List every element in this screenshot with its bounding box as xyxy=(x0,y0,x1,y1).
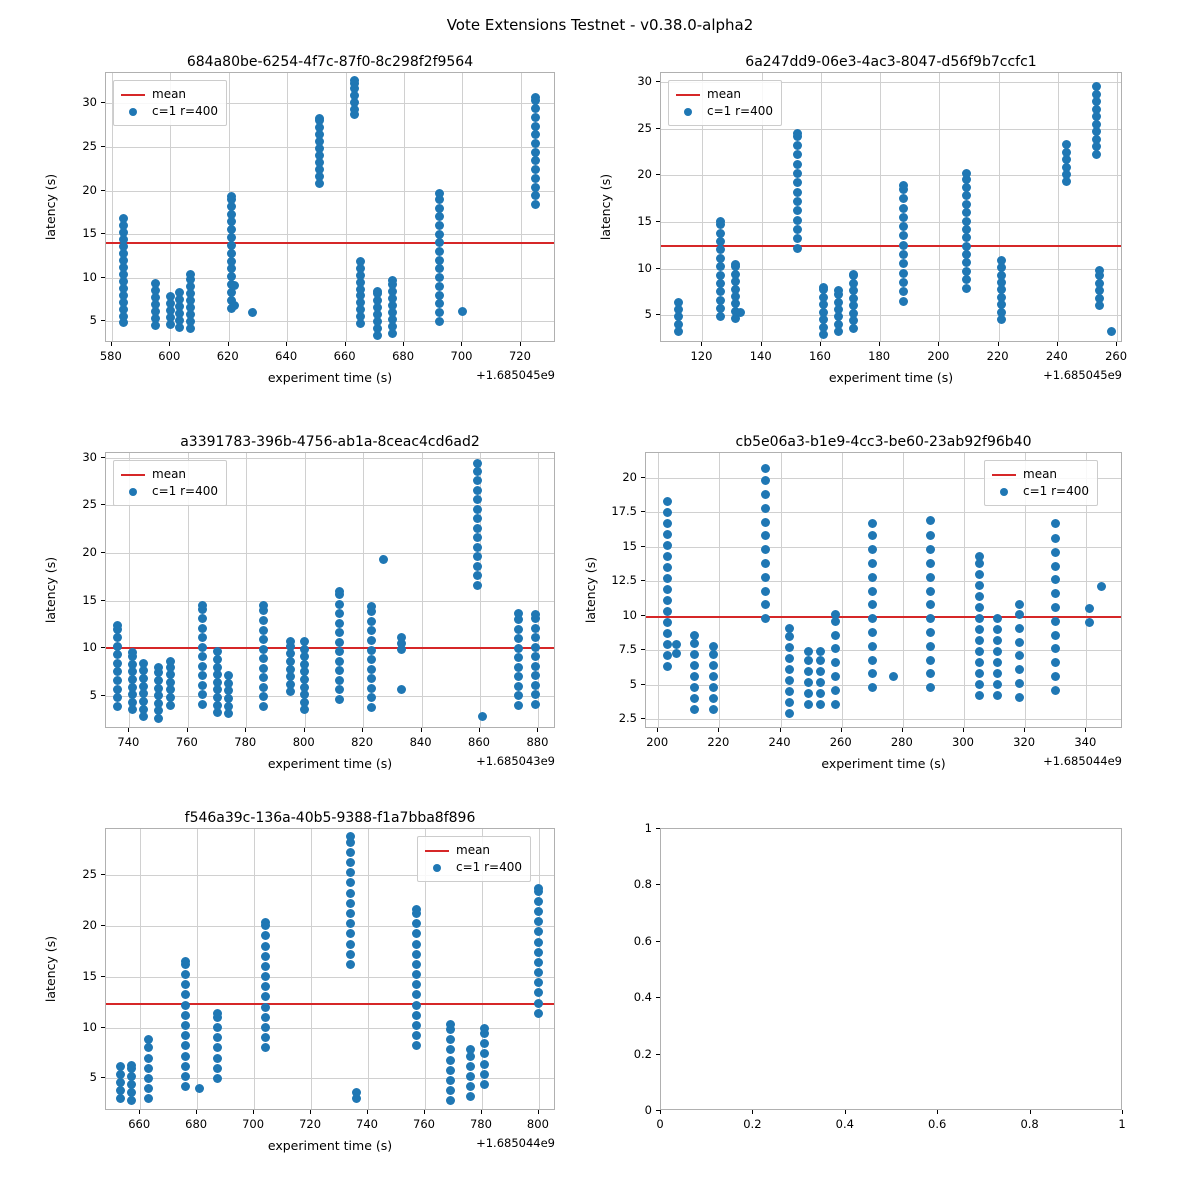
x-tick-label: 740 xyxy=(117,735,140,749)
x-tick-label: 220 xyxy=(707,735,730,749)
y-tick-label: 15 xyxy=(82,968,97,983)
y-tick-label: 30 xyxy=(82,95,97,110)
x-tick-mark xyxy=(937,1110,938,1114)
legend-label-scatter: c=1 r=400 xyxy=(152,484,218,498)
x-tick-label: 800 xyxy=(526,1117,549,1131)
x-tick-mark xyxy=(752,1110,753,1114)
y-tick-label: 5 xyxy=(644,307,652,322)
legend-label-mean: mean xyxy=(152,467,187,481)
y-tick-label: 20 xyxy=(622,469,637,484)
x-tick-label: 680 xyxy=(392,349,415,363)
y-axis-label: latency (s) xyxy=(598,173,613,241)
x-axis-label: experiment time (s) xyxy=(821,756,946,771)
y-tick-label: 17.5 xyxy=(611,504,637,519)
y-tick-label: 12.5 xyxy=(611,573,637,588)
subplot-title: a3391783-396b-4756-ab1a-8ceac4cd6ad2 xyxy=(180,434,480,450)
x-axis-label: experiment time (s) xyxy=(267,756,393,771)
x-tick-label: 660 xyxy=(128,1117,151,1131)
x-tick-label: 600 xyxy=(158,349,181,363)
x-tick-label: 640 xyxy=(275,349,298,363)
y-tick-mark xyxy=(656,1110,660,1111)
y-tick-label: 25 xyxy=(82,139,97,154)
x-tick-label: 300 xyxy=(952,735,974,749)
legend-label-mean: mean xyxy=(456,843,491,857)
x-tick-label: 780 xyxy=(234,735,257,749)
legend-label-mean: mean xyxy=(1023,467,1058,481)
x-tick-label: 700 xyxy=(450,349,473,363)
x-tick-label: 0 xyxy=(656,1117,664,1131)
x-tick-mark xyxy=(845,1110,846,1114)
x-tick-label: 780 xyxy=(469,1117,492,1131)
y-tick-mark xyxy=(656,884,660,885)
x-axis-label: experiment time (s) xyxy=(828,370,954,385)
y-tick-mark xyxy=(656,1054,660,1055)
legend-label-scatter: c=1 r=400 xyxy=(152,104,218,118)
x-tick-mark xyxy=(660,1110,661,1114)
x-tick-label: 720 xyxy=(299,1117,322,1131)
y-tick-mark xyxy=(656,997,660,998)
x-axis-offset-label: +1.685044e9 xyxy=(476,1136,555,1150)
y-tick-label: 25 xyxy=(82,497,97,512)
x-tick-label: 660 xyxy=(333,349,356,363)
x-tick-mark xyxy=(1030,1110,1031,1114)
legend-label-mean: mean xyxy=(152,87,187,101)
x-tick-label: 740 xyxy=(356,1117,378,1131)
y-tick-label: 30 xyxy=(637,74,652,89)
y-tick-mark xyxy=(656,941,660,942)
x-tick-label: 320 xyxy=(1013,735,1036,749)
x-tick-label: 140 xyxy=(749,349,772,363)
y-tick-label: 25 xyxy=(637,120,652,135)
x-tick-label: 0.6 xyxy=(928,1117,947,1131)
legend-label-scatter: c=1 r=400 xyxy=(456,860,522,874)
plot-area xyxy=(660,828,1122,1110)
y-axis-label: latency (s) xyxy=(583,556,598,624)
x-tick-label: 340 xyxy=(1074,735,1097,749)
x-tick-label: 0.4 xyxy=(835,1117,854,1131)
y-tick-label: 5 xyxy=(89,1070,97,1085)
x-tick-label: 880 xyxy=(526,735,549,749)
y-tick-label: 20 xyxy=(82,544,97,559)
x-axis-label: experiment time (s) xyxy=(267,1138,393,1153)
x-tick-mark xyxy=(1122,1110,1123,1114)
y-tick-label: 25 xyxy=(82,866,97,881)
y-tick-label: 0.8 xyxy=(633,877,652,892)
y-tick-label: 0 xyxy=(644,1103,652,1117)
y-tick-label: 20 xyxy=(82,917,97,932)
legend-label-scatter: c=1 r=400 xyxy=(707,104,773,118)
y-tick-label: 1 xyxy=(644,821,652,835)
x-tick-label: 700 xyxy=(242,1117,265,1131)
legend-label-mean: mean xyxy=(707,87,742,101)
subplot-title: 6a247dd9-06e3-4ac3-8047-d56f9b7ccfc1 xyxy=(745,54,1037,70)
x-tick-label: 200 xyxy=(927,349,950,363)
y-tick-label: 10 xyxy=(637,260,652,275)
x-axis-offset-label: +1.685045e9 xyxy=(476,368,555,382)
x-tick-label: 240 xyxy=(768,735,791,749)
figure-suptitle: Vote Extensions Testnet - v0.38.0-alpha2 xyxy=(446,16,754,34)
x-axis-offset-label: +1.685044e9 xyxy=(1043,754,1122,768)
legend-label-scatter: c=1 r=400 xyxy=(1023,484,1089,498)
y-tick-label: 5 xyxy=(89,313,97,328)
x-tick-label: 120 xyxy=(690,349,713,363)
x-tick-label: 280 xyxy=(890,735,913,749)
y-tick-mark xyxy=(656,828,660,829)
x-tick-label: 620 xyxy=(216,349,239,363)
y-axis-label: latency (s) xyxy=(43,556,58,624)
x-tick-label: 220 xyxy=(986,349,1009,363)
y-tick-label: 10 xyxy=(82,1019,97,1034)
y-tick-label: 10 xyxy=(82,269,97,284)
y-tick-label: 5 xyxy=(629,676,637,691)
x-tick-label: 720 xyxy=(508,349,531,363)
x-tick-label: 180 xyxy=(868,349,891,363)
x-tick-label: 0.2 xyxy=(743,1117,762,1131)
y-axis-label: latency (s) xyxy=(43,935,58,1003)
x-tick-label: 860 xyxy=(468,735,490,749)
y-tick-label: 0.2 xyxy=(633,1046,652,1061)
subplot-title: cb5e06a3-b1e9-4cc3-be60-23ab92f96b40 xyxy=(735,434,1032,450)
y-tick-label: 5 xyxy=(89,687,97,702)
y-tick-label: 20 xyxy=(82,182,97,197)
x-axis-offset-label: +1.685045e9 xyxy=(1043,368,1122,382)
x-tick-label: 0.8 xyxy=(1020,1117,1039,1131)
x-tick-label: 240 xyxy=(1045,349,1068,363)
y-tick-label: 10 xyxy=(622,607,637,622)
x-tick-label: 840 xyxy=(409,735,432,749)
x-tick-label: 1 xyxy=(1118,1117,1126,1131)
y-tick-label: 20 xyxy=(637,167,652,182)
y-axis-label: latency (s) xyxy=(43,173,58,241)
x-axis-label: experiment time (s) xyxy=(267,370,393,385)
subplot-title: 684a80be-6254-4f7c-87f0-8c298f2f9564 xyxy=(186,54,474,70)
y-tick-label: 2.5 xyxy=(618,711,637,726)
y-tick-label: 30 xyxy=(82,449,97,464)
y-tick-label: 15 xyxy=(637,213,652,228)
x-tick-label: 260 xyxy=(1105,349,1128,363)
y-tick-label: 10 xyxy=(82,640,97,655)
x-tick-label: 760 xyxy=(413,1117,435,1131)
x-tick-label: 200 xyxy=(646,735,669,749)
x-axis-offset-label: +1.685043e9 xyxy=(476,754,555,768)
y-tick-label: 15 xyxy=(82,226,97,241)
x-tick-label: 680 xyxy=(185,1117,208,1131)
y-tick-label: 7.5 xyxy=(618,642,637,657)
x-tick-label: 160 xyxy=(808,349,831,363)
y-tick-label: 0.4 xyxy=(633,990,652,1005)
y-tick-label: 15 xyxy=(82,592,97,607)
x-tick-label: 760 xyxy=(175,735,198,749)
x-tick-label: 820 xyxy=(351,735,374,749)
x-tick-label: 800 xyxy=(292,735,315,749)
y-tick-label: 0.6 xyxy=(633,933,652,948)
y-tick-label: 15 xyxy=(622,538,637,553)
x-tick-label: 260 xyxy=(829,735,852,749)
subplot-title: f546a39c-136a-40b5-9388-f1a7bba8f896 xyxy=(184,810,476,826)
x-tick-label: 580 xyxy=(99,349,122,363)
